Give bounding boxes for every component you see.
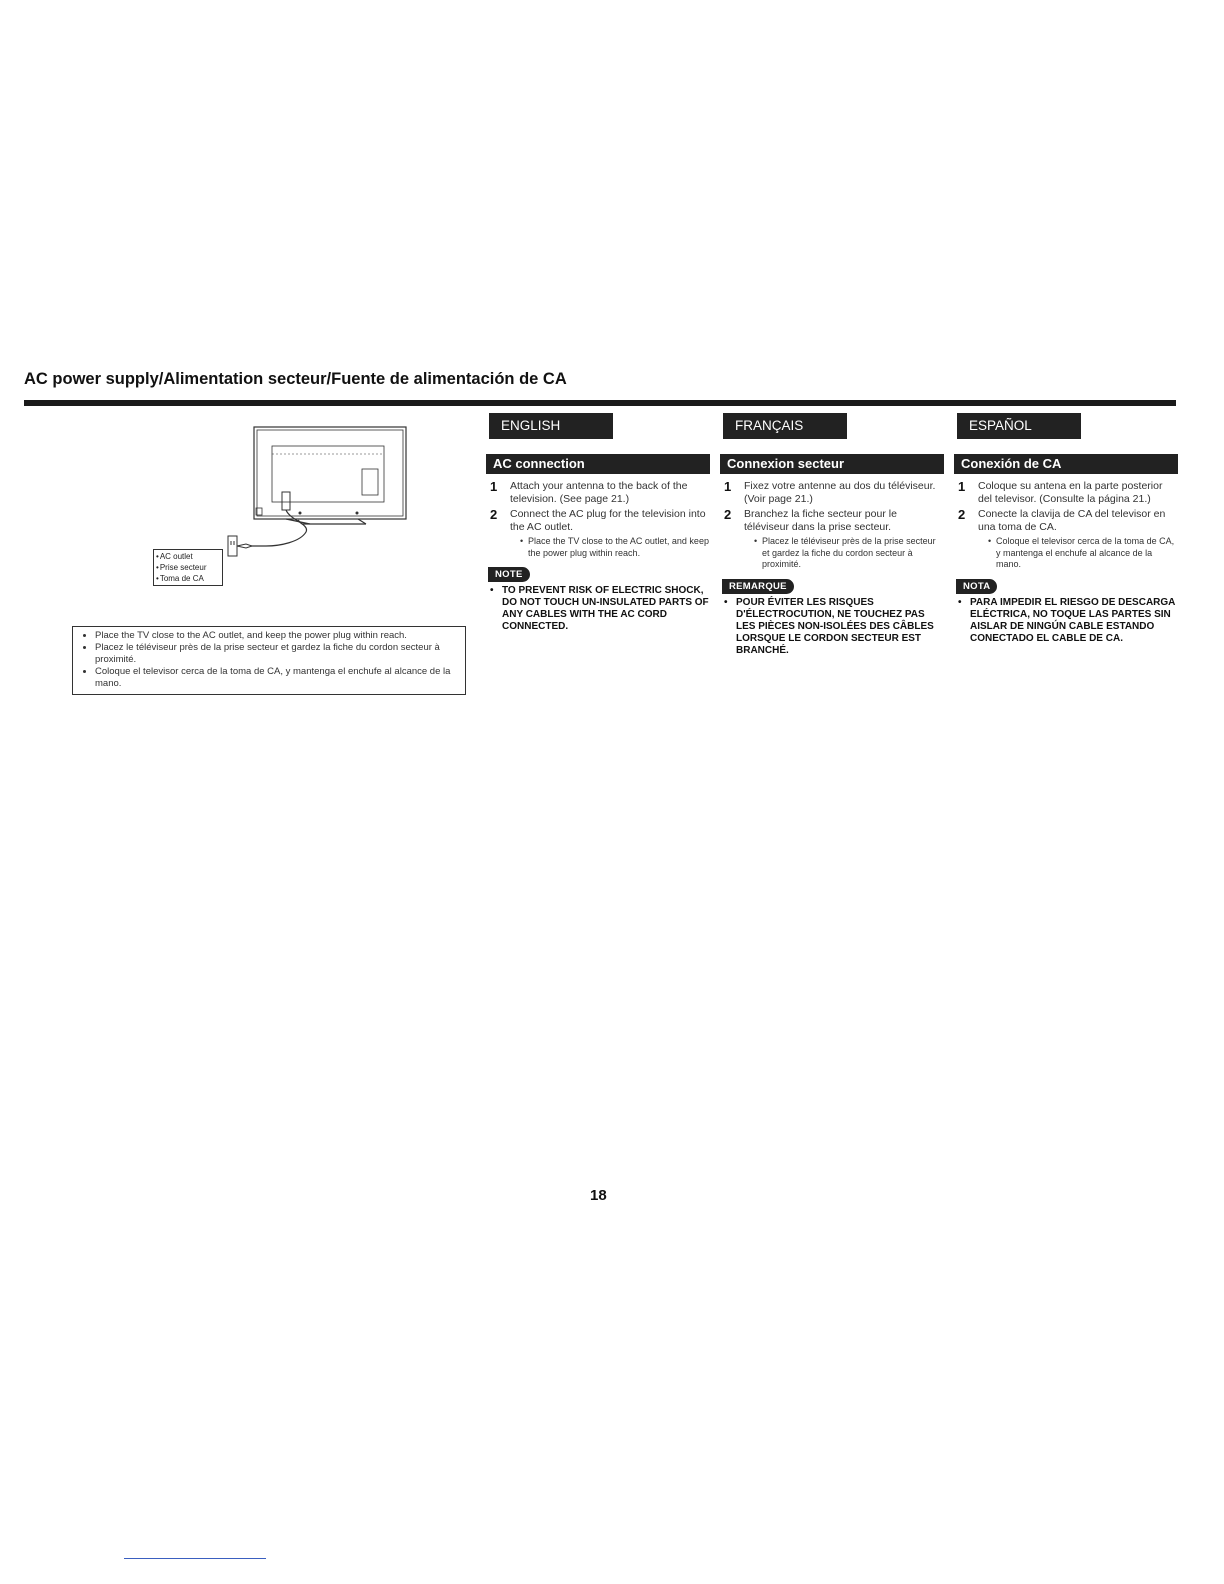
title-divider <box>24 400 1176 406</box>
section-heading: Conexión de CA <box>954 454 1178 474</box>
step-item <box>720 508 944 534</box>
step-text: Branchez la fiche secteur pour le téléviseur dans la prise secteur. <box>744 508 897 533</box>
step-number: 2 <box>724 507 732 522</box>
step-text: Coloque su antena en la parte posterior del televisor. (Consulte la página 21.) <box>978 480 1163 505</box>
steps-list <box>954 480 1178 571</box>
tv-back-panel <box>254 427 406 519</box>
step-number: 2 <box>490 507 498 522</box>
placement-note: • Placez le téléviseur près de la prise secteur et gardez la fiche du cordon secteur à proximité. <box>95 642 457 666</box>
ac-outlet <box>228 536 252 556</box>
step-text: Conecte la clavija de CA del televisor en una toma de CA. <box>978 508 1166 533</box>
spanish-column <box>954 413 1178 645</box>
step-number: 2 <box>958 507 966 522</box>
step-sub-bullet: • Place the TV close to the AC outlet, and keep the power plug within reach. <box>520 536 710 559</box>
page-title: AC power supply/Alimentation secteur/Fuente de alimentación de CA <box>24 370 567 388</box>
step-sub-bullet: • Placez le téléviseur près de la prise secteur et gardez la fiche du cordon secteur à proximité. <box>754 536 944 571</box>
french-column <box>720 413 944 657</box>
note-label: REMARQUE <box>722 579 794 594</box>
step-number: 1 <box>490 479 498 494</box>
step-text: Fixez votre antenne au dos du téléviseur. (Voir page 21.) <box>744 480 936 505</box>
warning-text: • POUR ÉVITER LES RISQUES D'ÉLECTROCUTION, NE TOUCHEZ PAS LES PIÈCES NON-ISOLÉES DES CÂBLES LORSQUE LE CORDON SECTEUR EST BRANCHÉ. <box>722 597 944 657</box>
placement-note: • Place the TV close to the AC outlet, and keep the power plug within reach. <box>95 630 457 642</box>
footer-link-underline[interactable] <box>124 1558 266 1559</box>
step-text: Connect the AC plug for the television into the AC outlet. <box>510 508 706 533</box>
language-tab-french: FRANÇAIS <box>723 413 847 439</box>
language-tab-english: ENGLISH <box>489 413 613 439</box>
language-tab-spanish: ESPAÑOL <box>957 413 1081 439</box>
step-number: 1 <box>958 479 966 494</box>
placement-note-box <box>72 626 466 695</box>
note-label: NOTA <box>956 579 997 594</box>
step-item <box>486 480 710 506</box>
step-item <box>954 508 1178 534</box>
warning-text: • PARA IMPEDIR EL RIESGO DE DESCARGA ELÉCTRICA, NO TOQUE LAS PARTES SIN AISLAR DE NINGÚN CABLE ESTANDO CONECTADO EL CABLE DE CA. <box>956 597 1178 645</box>
page-number: 18 <box>590 1187 607 1204</box>
note-label: NOTE <box>488 567 530 582</box>
placement-note: • Coloque el televisor cerca de la toma de CA, y mantenga el enchufe al alcance de la mano. <box>95 666 457 690</box>
steps-list <box>486 480 710 559</box>
step-item <box>486 508 710 534</box>
warning-text: • TO PREVENT RISK OF ELECTRIC SHOCK, DO NOT TOUCH UN-INSULATED PARTS OF ANY CABLES WITH THE AC CORD CONNECTED. <box>488 585 710 633</box>
step-number: 1 <box>724 479 732 494</box>
section-heading: AC connection <box>486 454 710 474</box>
step-text: Attach your antenna to the back of the television. (See page 21.) <box>510 480 688 505</box>
step-item <box>720 480 944 506</box>
section-heading: Connexion secteur <box>720 454 944 474</box>
outlet-labels <box>153 549 223 586</box>
steps-list <box>720 480 944 571</box>
step-sub-bullet: • Coloque el televisor cerca de la toma de CA, y mantenga el enchufe al alcance de la mano. <box>988 536 1178 571</box>
step-item <box>954 480 1178 506</box>
english-column <box>486 413 710 633</box>
outlet-label: • Toma de CA <box>156 573 220 584</box>
outlet-label: • Prise secteur <box>156 562 220 573</box>
outlet-label: • AC outlet <box>156 551 220 562</box>
tv-stand <box>286 512 366 524</box>
